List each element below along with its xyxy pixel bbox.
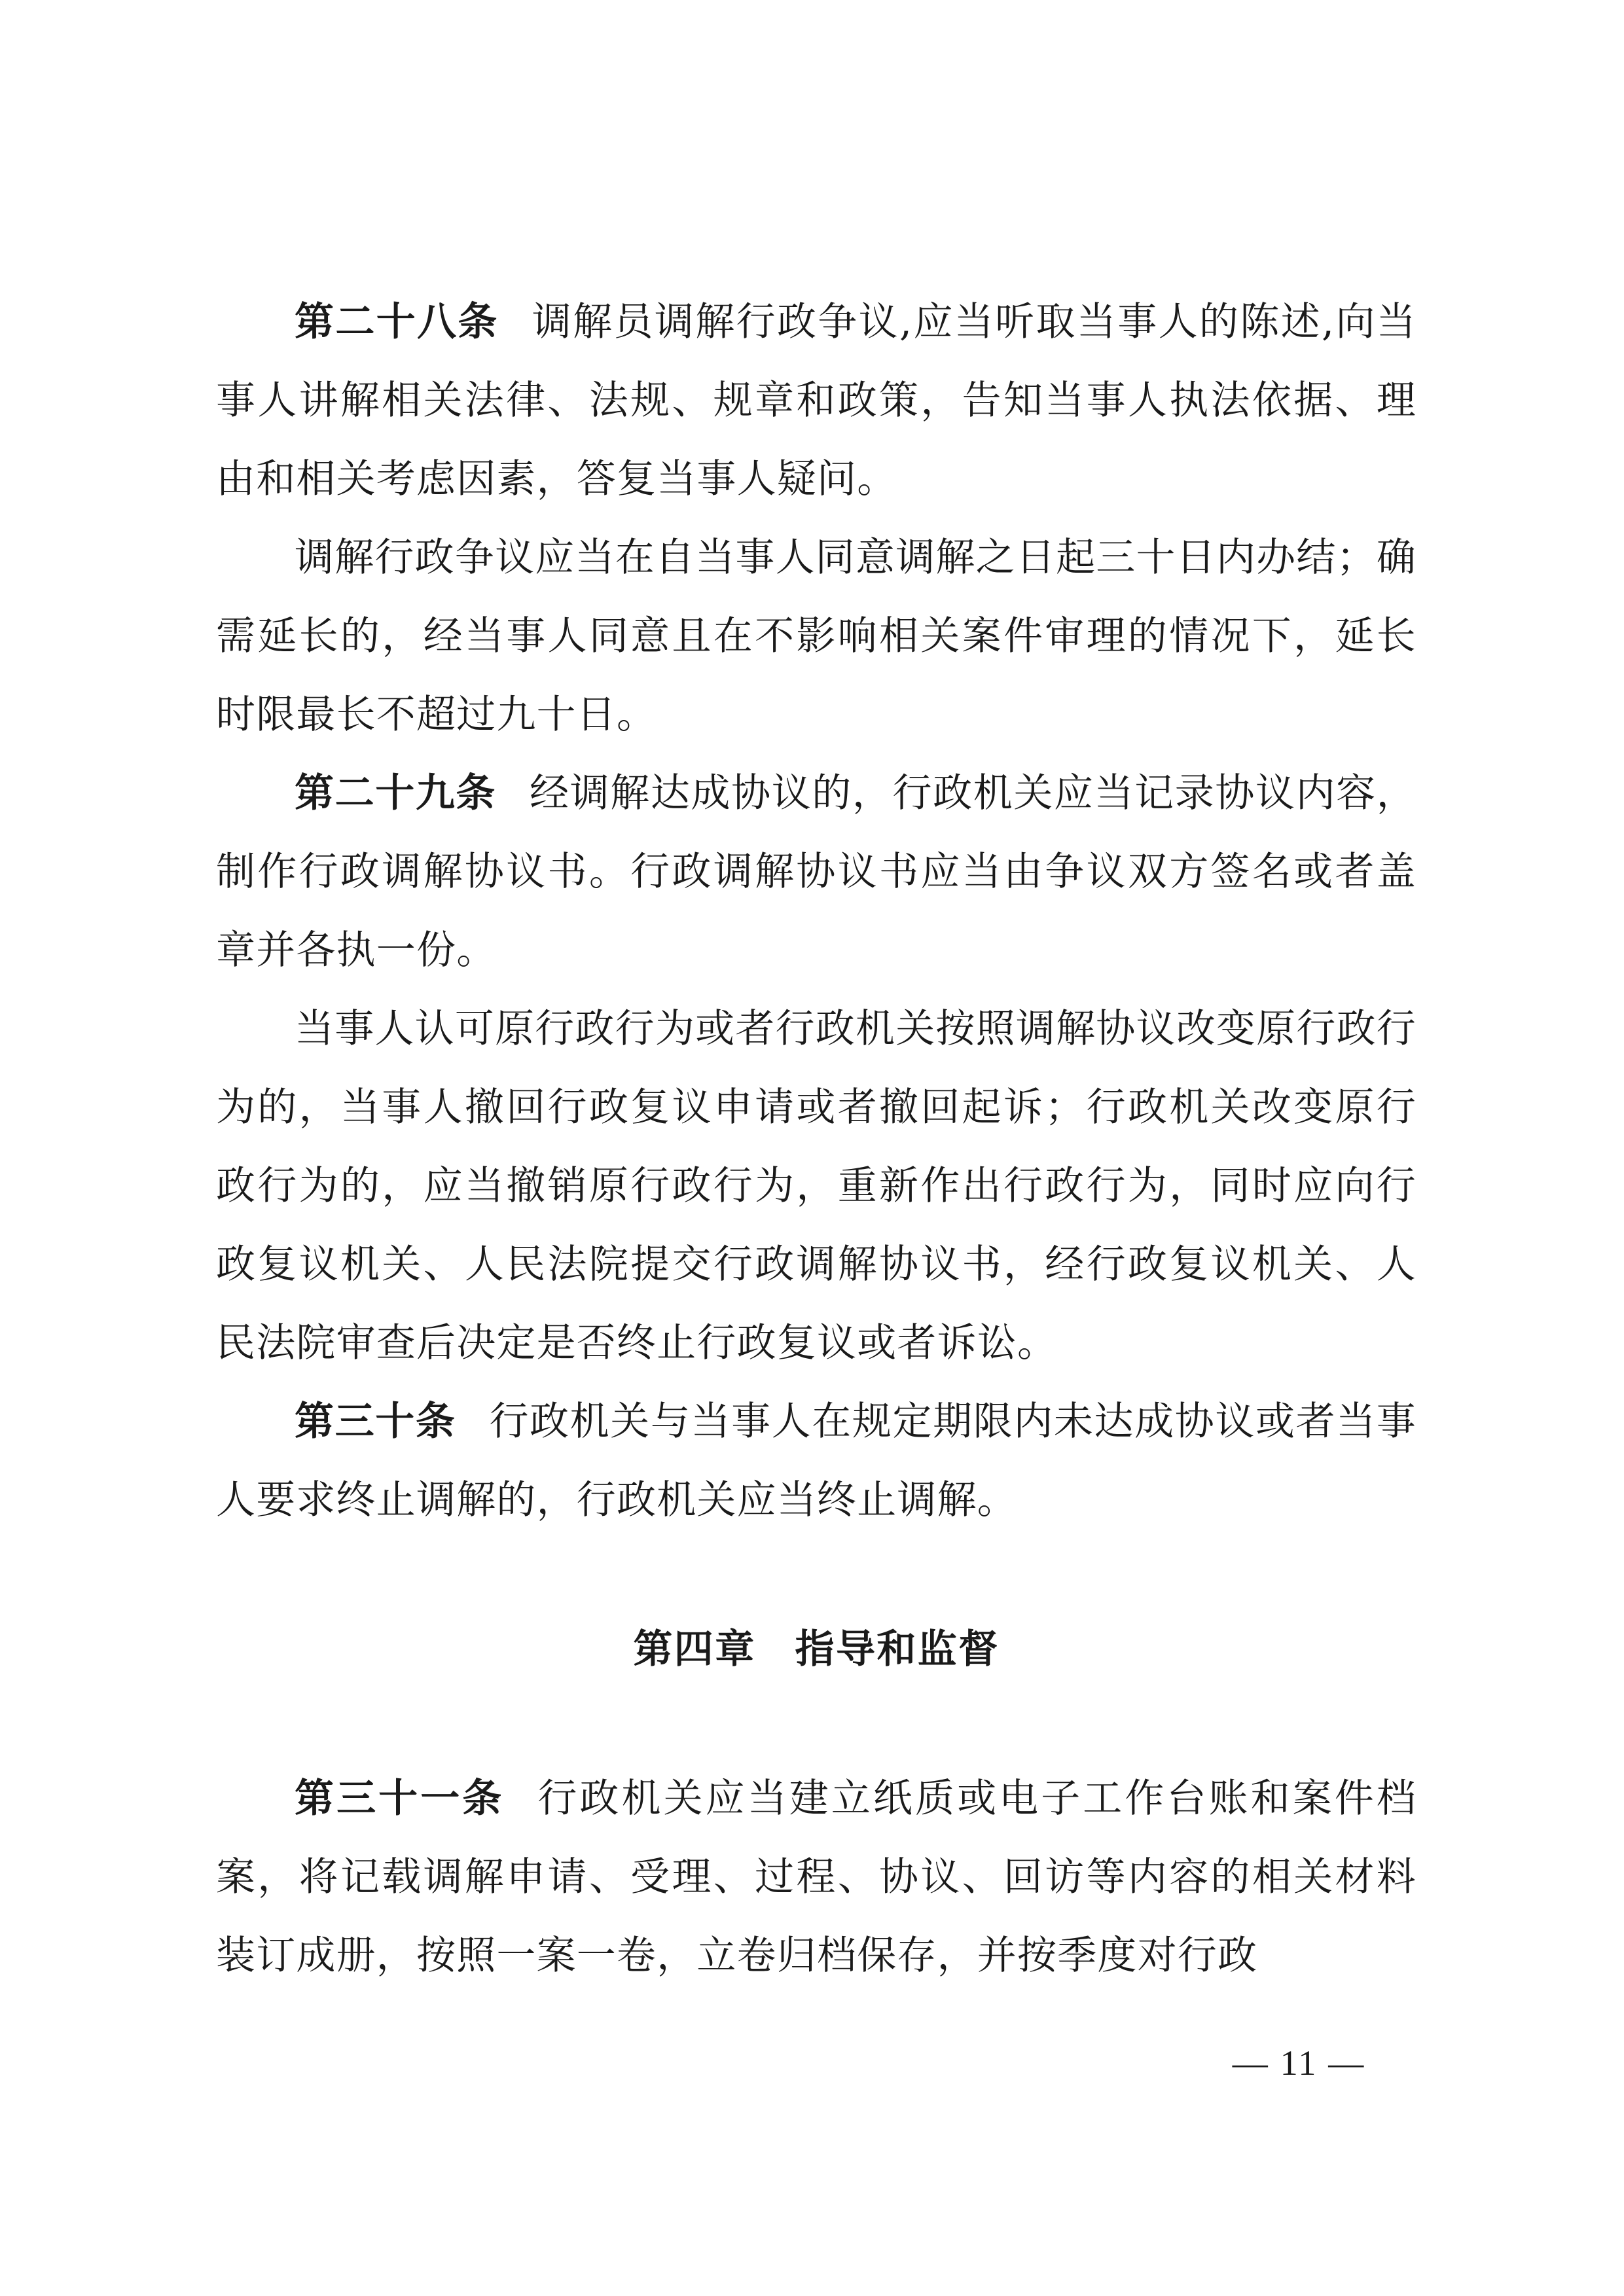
paragraph-article-28-cont — [216, 518, 1416, 754]
article-number: 第三十条 — [295, 1399, 456, 1444]
article-text: 调解员调解行政争议,应当听取当事人的陈述,向当事人讲解相关法律、法规、规章和政策，告知当事人执法依据、理由和相关考虑因素，答复当事人疑问。 — [216, 299, 1417, 502]
paragraph-article-30 — [216, 1382, 1416, 1539]
article-text: 调解行政争议应当在自当事人同意调解之日起三十日内办结；确需延长的，经当事人同意且在不影响相关案件审理的情况下，延长时限最长不超过九十日。 — [216, 535, 1416, 738]
page-number: — 11 — — [1232, 2043, 1365, 2083]
paragraph-article-29 — [216, 754, 1416, 990]
chapter-number: 第四章 — [633, 1626, 756, 1672]
article-text: 行政机关应当建立纸质或电子工作台账和案件档案，将记载调解申请、受理、过程、协议、回访等内容的相关材料装订成册，按照一案一卷，立卷归档保存，并按季度对行政 — [216, 1776, 1416, 1979]
document-body — [216, 283, 1416, 1995]
paragraph-article-29-cont — [216, 990, 1416, 1382]
article-number: 第二十九条 — [295, 770, 497, 816]
paragraph-article-28 — [216, 283, 1416, 518]
article-text: 行政机关与当事人在规定期限内未达成协议或者当事人要求终止调解的，行政机关应当终止调解。 — [216, 1399, 1416, 1523]
chapter-title: 指导和监督 — [795, 1626, 1000, 1672]
article-number: 第三十一条 — [295, 1776, 505, 1821]
article-text: 经调解达成协议的，行政机关应当记录协议内容，制作行政调解协议书。行政调解协议书应当由争议双方签名或者盖章并各执一份。 — [216, 770, 1417, 973]
article-number: 第二十八条 — [295, 299, 499, 345]
paragraph-article-31 — [216, 1759, 1416, 1995]
article-text: 当事人认可原行政行为或者行政机关按照调解协议改变原行政行为的，当事人撤回行政复议申请或者撤回起诉；行政机关改变原行政行为的，应当撤销原行政行为，重新作出行政行为，同时应向行政复议机关、人民法院提交行政调解协议书，经行政复议机关、人民法院审查后决定是否终止行政复议或者诉讼。 — [216, 1006, 1416, 1366]
chapter-heading — [216, 1610, 1416, 1689]
